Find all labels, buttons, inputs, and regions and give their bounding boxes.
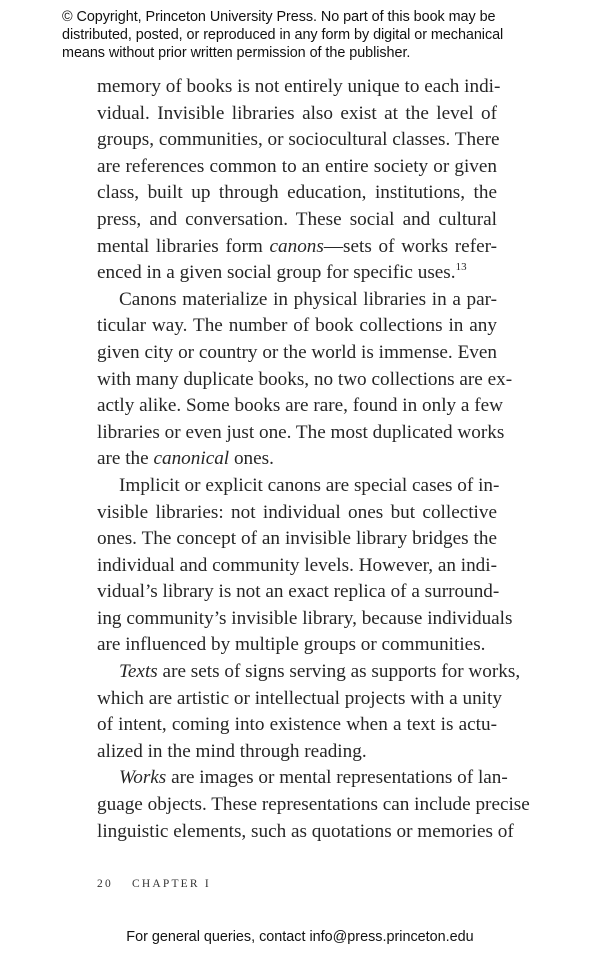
text-segment: which are artistic or intellectual projects with a unity xyxy=(97,687,502,709)
page-body-text xyxy=(97,74,530,845)
text-segment: memory of books is not entirely unique to each indi- xyxy=(97,76,501,97)
text-segment: ing community’s invisible library, because individuals xyxy=(97,607,513,629)
text-segment: alized in the mind through reading. xyxy=(97,740,367,762)
contact-notice: For general queries, contact info@press.princeton.edu xyxy=(126,929,474,945)
text-segment: are images or mental representations of lan- xyxy=(166,767,508,789)
text-segment: Canons materialize in physical libraries in a par- xyxy=(119,288,497,310)
text-line xyxy=(97,101,497,128)
text-line xyxy=(97,819,514,846)
text-segment: ones. xyxy=(229,448,274,470)
text-segment: Implicit or explicit canons are special cases of in- xyxy=(119,474,500,496)
chapter-label: CHAPTER I xyxy=(131,878,211,890)
text-segment: class, built up through education, institutions, the xyxy=(97,182,497,204)
text-line xyxy=(97,74,501,101)
copyright-line: distributed, posted, or reproduced in any form by digital or mechanical xyxy=(62,27,504,43)
copyright-line: means without prior written permission of the publisher. xyxy=(62,45,411,61)
text-segment: are influenced by multiple groups or communities. xyxy=(97,634,486,656)
text-line xyxy=(97,712,497,739)
text-segment: actly alike. Some books are rare, found in only a few xyxy=(97,395,504,417)
text-segment: press, and conversation. These social and cultural xyxy=(97,208,497,230)
text-line xyxy=(97,500,497,527)
text-line xyxy=(97,553,497,580)
text-segment: given city or country or the world is immense. Even xyxy=(97,341,497,363)
text-line xyxy=(97,446,497,473)
text-line xyxy=(97,632,497,659)
page-number: 20 xyxy=(97,878,113,890)
text-segment: linguistic elements, such as quotations or memories of xyxy=(97,820,514,842)
text-segment: are the xyxy=(97,448,154,470)
text-segment: guage objects. These representations can include precise xyxy=(97,794,530,816)
text-segment: are references common to an entire society or given xyxy=(97,155,497,177)
text-segment: with many duplicate books, no two collections are ex- xyxy=(97,368,513,390)
text-segment: —sets of works refer- xyxy=(323,235,497,257)
text-segment: enced in a given social group for specific uses. xyxy=(97,262,456,284)
text-line xyxy=(97,127,500,154)
text-line xyxy=(97,792,530,819)
text-segment: ones. The concept of an invisible library bridges the xyxy=(97,528,497,550)
text-segment: vidual’s library is not an exact replica of a surround- xyxy=(97,581,500,603)
text-segment: ticular way. The number of book collections in any xyxy=(97,315,497,337)
text-line xyxy=(97,367,513,394)
text-line xyxy=(97,260,497,287)
text-segment: mental libraries form xyxy=(97,235,270,257)
text-segment: are sets of signs serving as supports for works, xyxy=(157,661,521,683)
italic-term: Texts xyxy=(119,661,158,683)
text-line xyxy=(97,420,505,447)
text-line xyxy=(97,180,497,207)
text-line xyxy=(97,207,497,234)
text-line xyxy=(97,393,504,420)
text-segment: libraries or even just one. The most duplicated works xyxy=(97,421,505,443)
text-line xyxy=(97,340,497,367)
text-line xyxy=(97,686,502,713)
text-line xyxy=(97,287,497,314)
text-line xyxy=(97,154,497,181)
text-segment: visible libraries: not individual ones but collective xyxy=(97,501,497,523)
text-line xyxy=(97,659,521,686)
text-segment: groups, communities, or sociocultural classes. There xyxy=(97,129,500,151)
text-line xyxy=(97,313,497,340)
italic-term: canons xyxy=(269,235,324,257)
text-line xyxy=(97,606,513,633)
copyright-notice xyxy=(62,8,562,62)
italic-term: canonical xyxy=(153,448,230,470)
text-segment: vidual. Invisible libraries also exist at the level of xyxy=(97,102,497,124)
text-line xyxy=(97,473,500,500)
text-line xyxy=(97,526,497,553)
text-line xyxy=(97,234,497,261)
text-line xyxy=(97,739,497,766)
italic-term: Works xyxy=(119,767,167,789)
text-segment: individual and community levels. However, an indi- xyxy=(97,554,497,576)
footnote-reference: 13 xyxy=(455,261,467,274)
text-line xyxy=(97,579,500,606)
text-line xyxy=(97,765,508,792)
copyright-line: © Copyright, Princeton University Press. No part of this book may be xyxy=(62,9,496,25)
running-footer xyxy=(97,878,211,890)
text-segment: of intent, coming into existence when a text is actu- xyxy=(97,714,497,736)
